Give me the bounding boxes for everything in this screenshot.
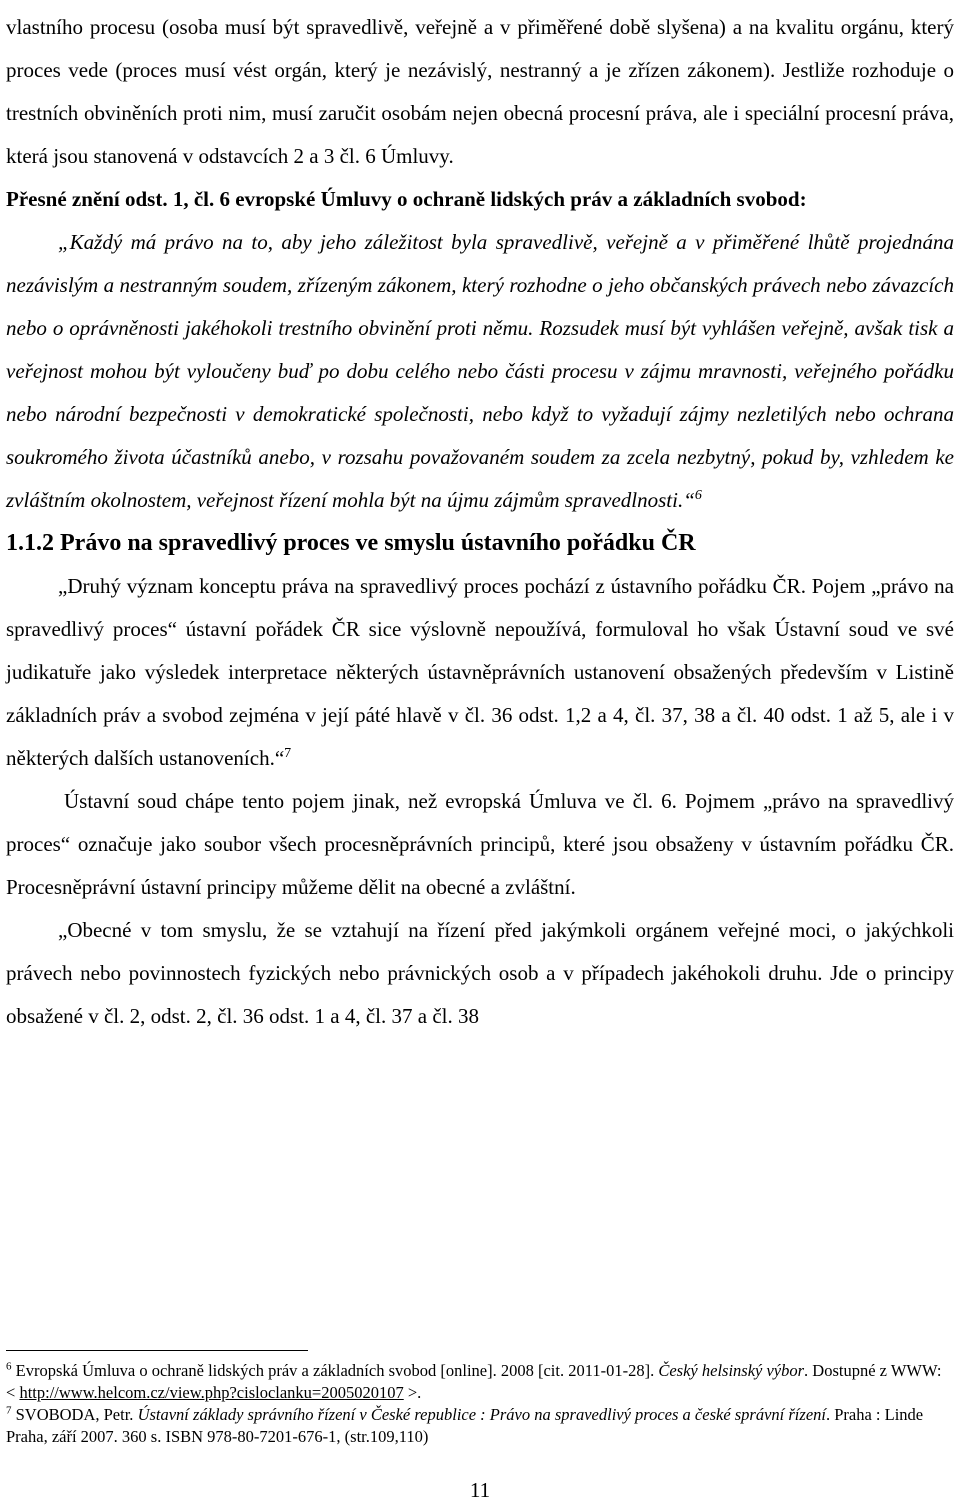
section-heading: 1.1.2 Právo na spravedlivý proces ve smyslu ústavního pořádku ČR bbox=[6, 530, 696, 556]
page-number: 11 bbox=[469, 1478, 491, 1502]
footnote-7: $^7$ SVOBODA, Petr. Ústavní základy správního řízení v České republice : Právo na spravedlivý proces a české správní řízení. Praha : Linde Praha, září 2007. 360 s. ISBN 978-80-7201-676-1, (str.109,110) bbox=[6, 1404, 924, 1446]
quote-article-6: „Každý má právo na to, aby jeho záležitost byla spravedlivě, veřejně a v přiměřené lhůtě projednána nezávislým a nestranným soudem, zřízeným zákonem, který rozhodne o jeho občanských právech nebo závazcích nebo o oprávněnosti jakéhokoli trestního obvinění proti němu. Rozsudek musí být vyhlášen veřejně, avšak tisk a veřejnost mohou být vyloučeny buď po dobu celého nebo části procesu v zájmu mravnosti, veřejného pořádku nebo národní bezpečnosti v demokratické společnosti, nebo když to vyžadují zájmy nezletilých nebo ochrana soukromého života účastníků anebo, v rozsahu považovaném soudem za zcela nezbytný, pokud by, vzhledem ke zvláštním okolnostem, veřejnost řízení mohla být na újmu zájmům spravedlnosti.“$^6$ bbox=[6, 230, 954, 512]
footnote-6: $^6$ Evropská Úmluva o ochraně lidských práv a základních svobod [online]. 2008 [cit. 2011-01-28]. Český helsinský výbor. Dostupné z WWW: < http://www.helcom.cz/view.php?cisloclanku=2005020107 >. bbox=[6, 1360, 942, 1402]
paragraph-court-concept: Ústavní soud chápe tento pojem jinak, než evropská Úmluva ve čl. 6. Pojmem „právo na spravedlivý proces“ označuje jako soubor všech procesněprávních principů, které jsou obsaženy v ústavním pořádku ČR. Procesněprávní ústavní principy můžeme dělit na obecné a zvláštní. bbox=[6, 789, 954, 899]
footnote-6-link[interactable]: http://www.helcom.cz/view.php?cisloclanku=2005020107 bbox=[19, 1383, 404, 1402]
footnote-divider bbox=[6, 1350, 308, 1351]
footnotes bbox=[6, 1360, 946, 1448]
footnote-ref-7[interactable]: 7 bbox=[284, 746, 292, 761]
paragraph-general-principles: „Obecné v tom smyslu, že se vztahují na řízení před jakýmkoli orgánem veřejné moci, o jakýchkoli právech nebo povinnostech fyzických nebo právnických osob a v případech jakéhokoli druhu. Jde o principy obsažené v čl. 2, odst. 2, čl. 36 odst. 1 a 4, čl. 37 a čl. 38 bbox=[6, 918, 954, 1028]
paragraph-constitutional: „Druhý význam konceptu práva na spravedlivý proces pochází z ústavního pořádku ČR. Pojem „právo na spravedlivý proces“ ústavní pořádek ČR sice výslovně nepoužívá, formuloval ho však Ústavní soud ve své judikatuře jako výsledek interpretace některých ústavněprávních ustanovení obsažených především v Listině základních práv a svobod zejména v její páté hlavě v čl. 36 odst. 1,2 a 4, čl. 37, 38 a čl. 40 odst. 1 až 5, ale i v některých dalších ustanoveních.“$^7$ bbox=[6, 574, 954, 770]
paragraph-article-heading: Přesné znění odst. 1, čl. 6 evropské Úmluvy o ochraně lidských práv a základních svobod: bbox=[6, 187, 807, 211]
document-page bbox=[6, 6, 954, 1038]
paragraph-intro: vlastního procesu (osoba musí být spravedlivě, veřejně a v přiměřené době slyšena) a na kvalitu orgánu, který proces vede (proces musí vést orgán, který je nezávislý, nestranný a je zřízen zákonem). Jestliže rozhoduje o trestních obviněních proti nim, musí zaručit osobám nejen obecná procesní práva, ale i speciální procesní práva, která jsou stanovená v odstavcích 2 a 3 čl. 6 Úmluvy. bbox=[6, 15, 954, 168]
footnote-ref-6[interactable]: 6 bbox=[694, 488, 702, 503]
